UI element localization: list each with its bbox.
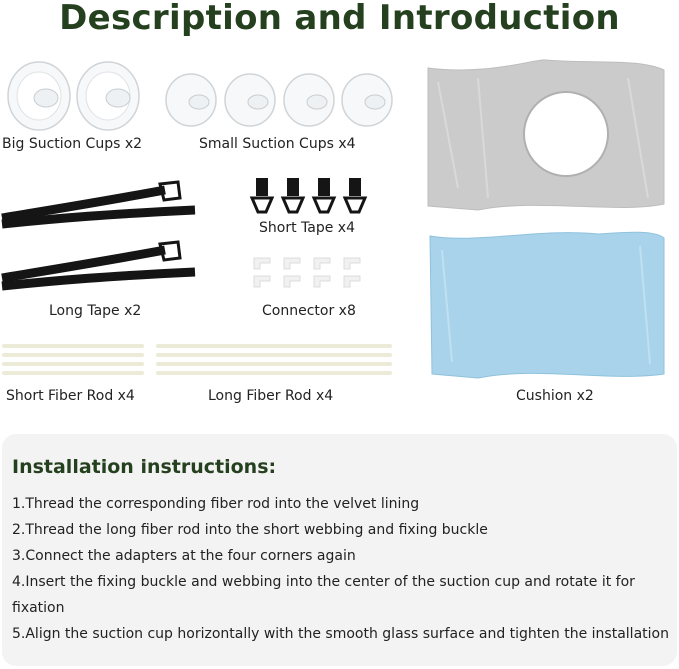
big-suction-cups-image	[4, 58, 144, 138]
blue-cushion-image	[418, 226, 674, 384]
long-tape-label: Long Tape x2	[49, 303, 142, 319]
small-suction-cup-icon	[284, 74, 334, 126]
step-3: 3.Connect the adapters at the four corners again	[12, 548, 356, 564]
long-fiber-rod-label: Long Fiber Rod x4	[208, 388, 334, 404]
connector-icon	[284, 258, 300, 269]
step-2: 2.Thread the long fiber rod into the short webbing and fixing buckle	[12, 522, 488, 538]
small-suction-cups-label: Small Suction Cups x4	[199, 136, 356, 152]
short-tape-icon	[314, 178, 334, 212]
small-suction-cup-icon	[225, 74, 275, 126]
connector-icon	[284, 276, 300, 287]
connector-icon	[254, 258, 270, 269]
short-tape-label: Short Tape x4	[259, 220, 355, 236]
connector-icon	[344, 258, 360, 269]
fiber-rods-image	[0, 342, 395, 378]
short-tape-image	[248, 178, 368, 218]
big-suction-cups-label: Big Suction Cups x2	[2, 136, 143, 152]
installation-title: Installation instructions:	[12, 456, 277, 478]
connector-label: Connector x8	[262, 303, 356, 319]
big-suction-cup-icon	[8, 62, 70, 130]
short-fiber-rod-label: Short Fiber Rod x4	[6, 388, 135, 404]
connector-icon	[344, 276, 360, 287]
small-suction-cups-image	[163, 70, 395, 130]
connector-icon	[254, 276, 270, 287]
small-suction-cup-icon	[342, 74, 392, 126]
step-4: 4.Insert the fixing buckle and webbing into the center of the suction cup and rotate it for fixation	[12, 574, 635, 616]
connector-icon	[314, 258, 330, 269]
short-tape-icon	[252, 178, 272, 212]
small-suction-cup-icon	[166, 74, 216, 126]
short-tape-icon	[345, 178, 365, 212]
installation-panel	[2, 434, 677, 666]
long-tape-image	[0, 180, 200, 300]
step-1: 1.Thread the corresponding fiber rod into the velvet lining	[12, 496, 420, 512]
page-title: Description and Introduction	[59, 0, 620, 38]
cushion-label: Cushion x2	[516, 388, 594, 404]
grey-cushion-image	[418, 58, 674, 214]
short-tape-icon	[283, 178, 303, 212]
step-5: 5.Align the suction cup horizontally with the smooth glass surface and tighten the installation	[12, 626, 669, 642]
big-suction-cup-icon	[77, 62, 139, 130]
long-tape-icon	[2, 182, 195, 224]
long-tape-icon	[2, 242, 195, 286]
connector-image	[250, 254, 370, 294]
connector-icon	[314, 276, 330, 287]
